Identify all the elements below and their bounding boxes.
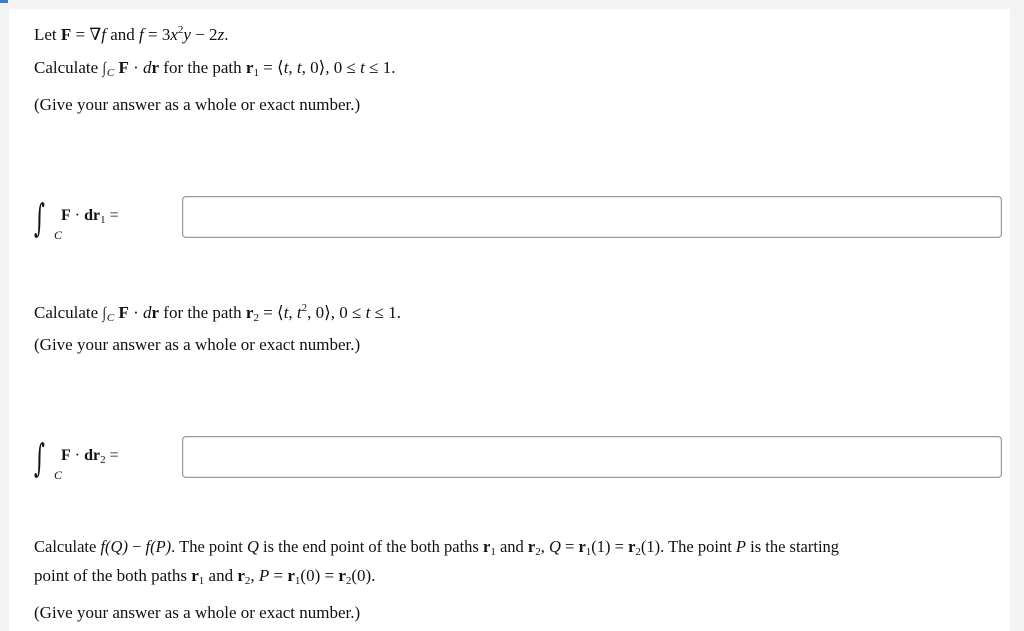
prompt-text: Calculate [34,537,101,556]
integral-sign: ∫ [34,196,45,240]
subscript: 1 [198,575,205,587]
subscript: 1 [294,575,301,587]
integral-subscript: C [106,67,115,79]
prompt-text: (1) = [591,537,629,556]
subscript: 2 [635,546,641,558]
lhs-text: = [105,447,119,464]
prompt-text: = [269,566,288,585]
vector-F: F [114,58,129,77]
prompt-text: . The point [171,537,247,556]
lhs-text: = [105,207,119,224]
prompt-text: , 0⟩, 0 ≤ [307,303,366,322]
vector-r: r [191,566,199,585]
prompt-text: (0). [351,566,376,585]
lhs-text: · [70,207,85,224]
part2-answer-row [34,436,1004,486]
scalar-f: f [100,537,106,556]
part2-lhs [61,447,119,466]
vector-r: r [527,537,536,556]
part1-hint: (Give your answer as a whole or exact number.) [34,95,361,114]
vector-r: r [245,58,254,77]
part2-prompt [34,297,401,329]
prompt-text: , [288,58,297,77]
scalar-f: f [101,25,106,44]
prompt-text: , [288,303,297,322]
vector-r: r [578,537,586,556]
lhs-text: · [70,447,85,464]
part3-prompt-line1 [34,536,839,563]
prompt-text: d [143,303,152,322]
var-y: y [183,25,191,44]
var-z: z [217,25,225,44]
part1-lhs [61,207,119,226]
point-P: P [735,537,747,556]
part1-answer-row [34,196,1004,246]
prompt-text: for the path [159,303,246,322]
subscript: 2 [100,454,106,466]
question-intro [34,19,228,46]
vector-F: F [61,207,71,224]
prompt-text: , [250,566,259,585]
part2-hint: (Give your answer as a whole or exact number.) [34,335,361,354]
part3-prompt-line2 [34,565,375,592]
part2-answer-input[interactable] [182,436,1002,478]
prompt-text: ≤ 1. [370,303,401,322]
intro-text: − 2 [190,25,218,44]
subscript: 2 [253,312,259,324]
var-t: t [296,58,302,77]
prompt-text: − [127,537,146,556]
intro-text: = ∇ [71,25,102,44]
vector-F: F [60,25,72,44]
prompt-text: , [540,537,549,556]
prompt-text: d [143,58,152,77]
point-P: (P) [150,537,172,556]
prompt-text: = [560,537,579,556]
prompt-text: and [495,537,528,556]
vector-r: r [237,566,245,585]
vector-r: r [338,566,346,585]
top-accent-bar [0,0,8,3]
vector-dr: dr [84,447,101,464]
prompt-text: is the starting [746,537,840,556]
var-t: t [283,58,289,77]
prompt-text: for the path [159,58,246,77]
vector-r: r [482,537,491,556]
scalar-f: f [145,537,151,556]
point-Q: Q [548,537,561,556]
var-t: t [360,58,365,77]
intro-text: and [106,25,140,44]
subscript: 2 [535,546,541,558]
prompt-text: and [204,566,238,585]
question-card [9,9,1010,631]
vector-r: r [151,58,160,77]
var-t: t [283,303,289,322]
vector-r: r [287,566,295,585]
var-t: t [296,303,302,322]
subscript: 1 [585,546,592,558]
point-Q: Q [246,537,259,556]
integral-subscript: C [106,312,115,324]
prompt-text: Calculate [34,303,103,322]
prompt-text: , 0⟩, 0 ≤ [301,58,361,77]
exponent: 2 [301,302,308,314]
integral-subscript: C [54,228,63,242]
subscript: 1 [100,214,106,226]
part3-hint: (Give your answer as a whole or exact number.) [34,603,361,622]
prompt-text: Calculate [34,58,103,77]
subscript: 2 [244,575,251,587]
var-x: x [170,25,178,44]
vector-dr: dr [84,207,101,224]
prompt-text: ≤ 1. [364,58,396,77]
integral-sign: ∫ [102,60,107,77]
prompt-text: · [128,303,143,322]
vector-r: r [628,537,636,556]
prompt-text: (0) = [300,566,339,585]
exponent: 2 [177,24,184,36]
integral-subscript: C [54,468,63,482]
prompt-text: · [128,58,143,77]
vector-r: r [245,303,254,322]
prompt-text: (1). The point [640,537,736,556]
vector-F: F [61,447,71,464]
intro-text: . [224,25,229,44]
point-P: P [258,566,270,585]
prompt-text: is the end point of the both paths [258,537,483,556]
subscript: 1 [490,546,496,558]
var-t: t [365,303,371,322]
prompt-text: = ⟨ [258,58,284,77]
vector-r: r [151,303,160,322]
prompt-text: = ⟨ [258,303,284,322]
subscript: 2 [345,575,352,587]
point-Q: (Q) [105,537,128,556]
part1-prompt [34,57,395,84]
integral-sign: ∫ [34,436,45,480]
vector-F: F [114,303,129,322]
intro-text: Let [34,25,61,44]
prompt-text: point of the both paths [34,566,192,585]
subscript: 1 [253,67,259,79]
part1-answer-input[interactable] [182,196,1002,238]
scalar-f: f [139,25,144,44]
intro-text: = 3 [143,25,171,44]
integral-sign: ∫ [102,305,107,322]
